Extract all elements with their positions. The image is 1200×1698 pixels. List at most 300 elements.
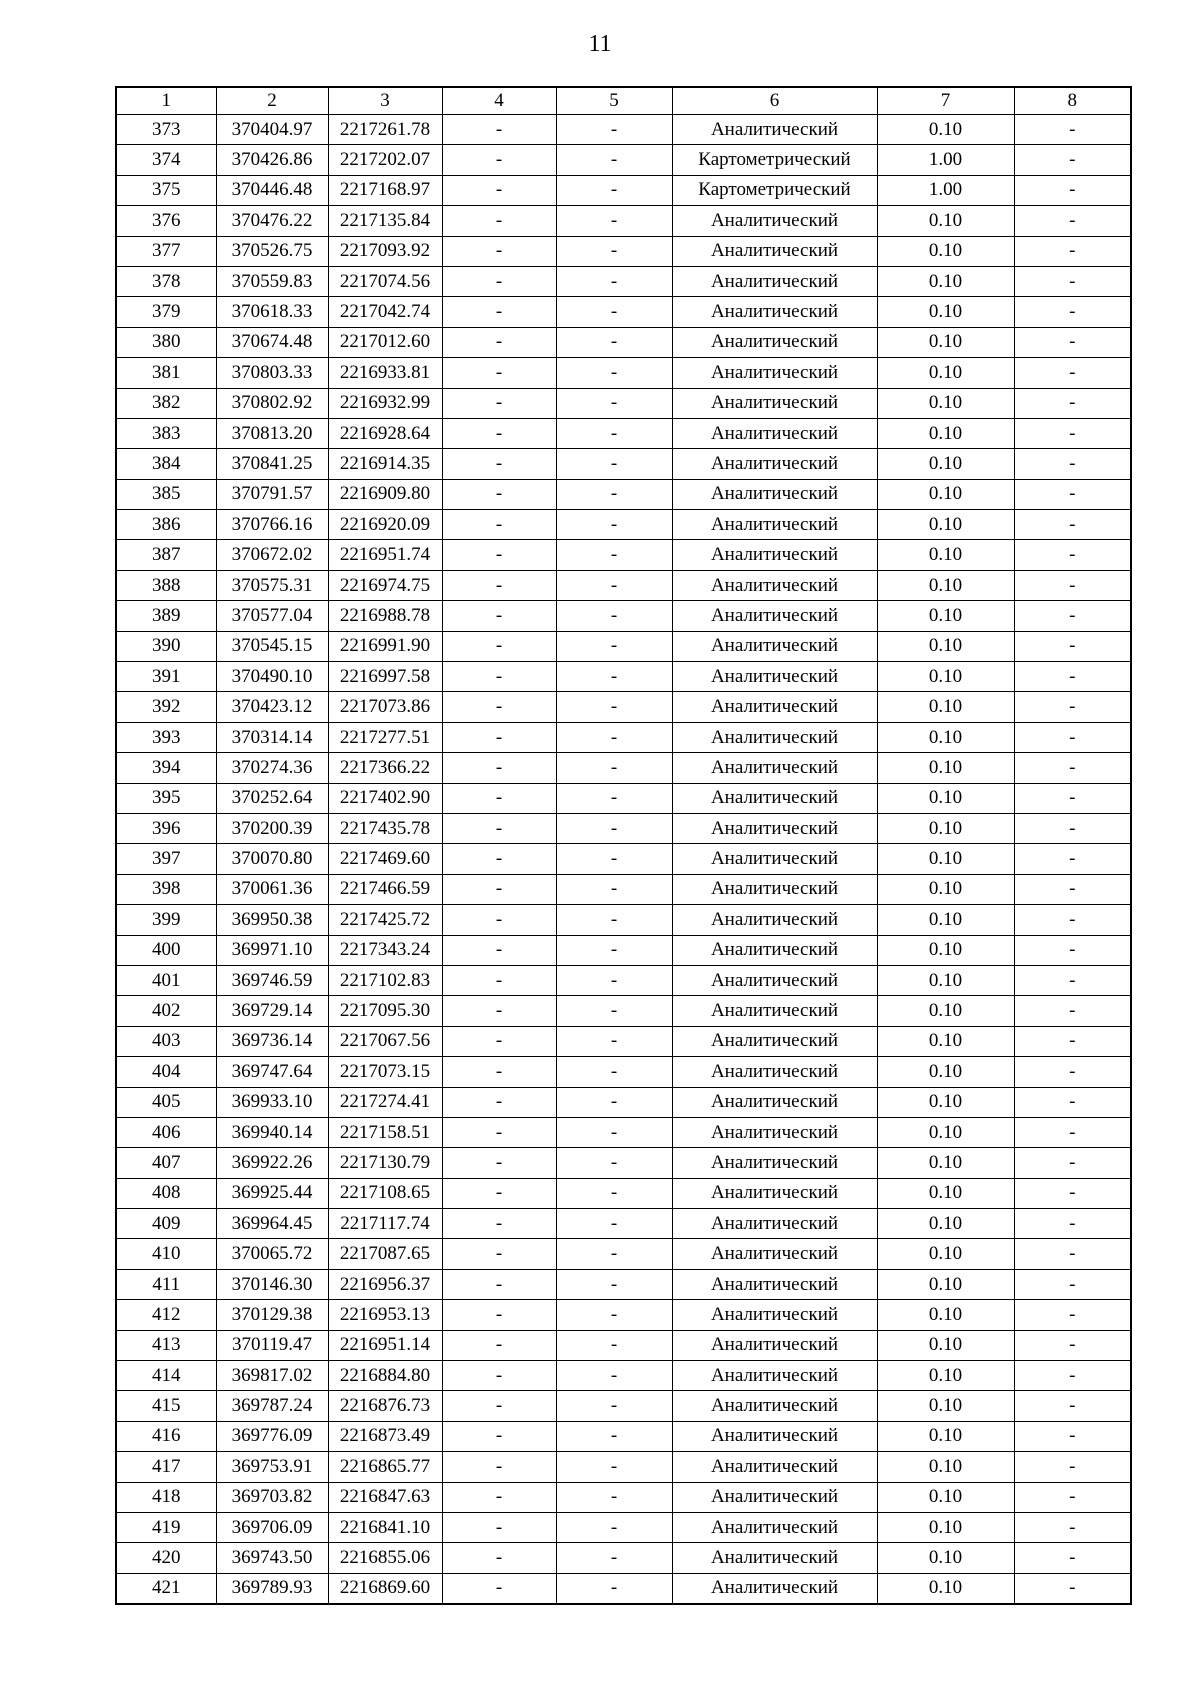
column-4-cell: - bbox=[442, 1482, 556, 1512]
column-4-cell: - bbox=[442, 145, 556, 175]
column-header: 7 bbox=[877, 87, 1014, 115]
point-number-cell: 382 bbox=[116, 388, 216, 418]
point-number-cell: 421 bbox=[116, 1573, 216, 1604]
column-8-cell: - bbox=[1014, 1209, 1131, 1239]
column-5-cell: - bbox=[556, 1512, 672, 1542]
x-coordinate-cell: 370252.64 bbox=[216, 783, 328, 813]
method-cell: Аналитический bbox=[672, 813, 877, 843]
column-5-cell: - bbox=[556, 844, 672, 874]
column-header: 5 bbox=[556, 87, 672, 115]
column-8-cell: - bbox=[1014, 965, 1131, 995]
point-number-cell: 409 bbox=[116, 1209, 216, 1239]
point-number-cell: 392 bbox=[116, 692, 216, 722]
table-row bbox=[116, 418, 1131, 448]
table-row bbox=[116, 813, 1131, 843]
method-cell: Аналитический bbox=[672, 935, 877, 965]
accuracy-cell: 0.10 bbox=[877, 783, 1014, 813]
column-8-cell: - bbox=[1014, 601, 1131, 631]
y-coordinate-cell: 2217274.41 bbox=[328, 1087, 442, 1117]
y-coordinate-cell: 2216988.78 bbox=[328, 601, 442, 631]
point-number-cell: 417 bbox=[116, 1452, 216, 1482]
column-8-cell: - bbox=[1014, 692, 1131, 722]
point-number-cell: 374 bbox=[116, 145, 216, 175]
y-coordinate-cell: 2217402.90 bbox=[328, 783, 442, 813]
column-5-cell: - bbox=[556, 692, 672, 722]
column-5-cell: - bbox=[556, 266, 672, 296]
x-coordinate-cell: 369787.24 bbox=[216, 1391, 328, 1421]
point-number-cell: 407 bbox=[116, 1148, 216, 1178]
x-coordinate-cell: 370314.14 bbox=[216, 722, 328, 752]
method-cell: Аналитический bbox=[672, 601, 877, 631]
y-coordinate-cell: 2216855.06 bbox=[328, 1543, 442, 1573]
column-8-cell: - bbox=[1014, 753, 1131, 783]
column-8-cell: - bbox=[1014, 662, 1131, 692]
point-number-cell: 377 bbox=[116, 236, 216, 266]
accuracy-cell: 0.10 bbox=[877, 844, 1014, 874]
y-coordinate-cell: 2217168.97 bbox=[328, 175, 442, 205]
point-number-cell: 375 bbox=[116, 175, 216, 205]
method-cell: Аналитический bbox=[672, 479, 877, 509]
x-coordinate-cell: 370426.86 bbox=[216, 145, 328, 175]
point-number-cell: 385 bbox=[116, 479, 216, 509]
column-5-cell: - bbox=[556, 874, 672, 904]
column-5-cell: - bbox=[556, 813, 672, 843]
column-4-cell: - bbox=[442, 236, 556, 266]
coordinates-table bbox=[115, 86, 1132, 1605]
y-coordinate-cell: 2217366.22 bbox=[328, 753, 442, 783]
table-row bbox=[116, 449, 1131, 479]
table-row bbox=[116, 1543, 1131, 1573]
method-cell: Аналитический bbox=[672, 388, 877, 418]
method-cell: Аналитический bbox=[672, 1330, 877, 1360]
accuracy-cell: 0.10 bbox=[877, 1269, 1014, 1299]
table-row bbox=[116, 206, 1131, 236]
column-header: 4 bbox=[442, 87, 556, 115]
accuracy-cell: 0.10 bbox=[877, 722, 1014, 752]
table-row bbox=[116, 1482, 1131, 1512]
y-coordinate-cell: 2216933.81 bbox=[328, 358, 442, 388]
table-row bbox=[116, 1117, 1131, 1147]
point-number-cell: 402 bbox=[116, 996, 216, 1026]
column-4-cell: - bbox=[442, 753, 556, 783]
column-8-cell: - bbox=[1014, 1117, 1131, 1147]
column-5-cell: - bbox=[556, 1330, 672, 1360]
accuracy-cell: 0.10 bbox=[877, 1573, 1014, 1604]
table-row bbox=[116, 1239, 1131, 1269]
column-8-cell: - bbox=[1014, 479, 1131, 509]
point-number-cell: 380 bbox=[116, 327, 216, 357]
accuracy-cell: 0.10 bbox=[877, 874, 1014, 904]
point-number-cell: 373 bbox=[116, 115, 216, 145]
method-cell: Аналитический bbox=[672, 1452, 877, 1482]
accuracy-cell: 0.10 bbox=[877, 1421, 1014, 1451]
table-row bbox=[116, 1421, 1131, 1451]
y-coordinate-cell: 2216920.09 bbox=[328, 510, 442, 540]
x-coordinate-cell: 370423.12 bbox=[216, 692, 328, 722]
column-8-cell: - bbox=[1014, 1452, 1131, 1482]
column-8-cell: - bbox=[1014, 1057, 1131, 1087]
accuracy-cell: 0.10 bbox=[877, 935, 1014, 965]
y-coordinate-cell: 2216991.90 bbox=[328, 631, 442, 661]
y-coordinate-cell: 2216974.75 bbox=[328, 570, 442, 600]
y-coordinate-cell: 2217343.24 bbox=[328, 935, 442, 965]
column-5-cell: - bbox=[556, 1543, 672, 1573]
point-number-cell: 413 bbox=[116, 1330, 216, 1360]
column-4-cell: - bbox=[442, 1209, 556, 1239]
method-cell: Аналитический bbox=[672, 570, 877, 600]
accuracy-cell: 0.10 bbox=[877, 418, 1014, 448]
y-coordinate-cell: 2217425.72 bbox=[328, 905, 442, 935]
column-4-cell: - bbox=[442, 1117, 556, 1147]
x-coordinate-cell: 369933.10 bbox=[216, 1087, 328, 1117]
column-8-cell: - bbox=[1014, 1543, 1131, 1573]
x-coordinate-cell: 370274.36 bbox=[216, 753, 328, 783]
y-coordinate-cell: 2216932.99 bbox=[328, 388, 442, 418]
accuracy-cell: 1.00 bbox=[877, 145, 1014, 175]
point-number-cell: 376 bbox=[116, 206, 216, 236]
table-row bbox=[116, 540, 1131, 570]
point-number-cell: 386 bbox=[116, 510, 216, 540]
accuracy-cell: 0.10 bbox=[877, 1239, 1014, 1269]
table-row bbox=[116, 570, 1131, 600]
column-4-cell: - bbox=[442, 935, 556, 965]
column-4-cell: - bbox=[442, 358, 556, 388]
y-coordinate-cell: 2217073.86 bbox=[328, 692, 442, 722]
table-row bbox=[116, 115, 1131, 145]
x-coordinate-cell: 369743.50 bbox=[216, 1543, 328, 1573]
point-number-cell: 416 bbox=[116, 1421, 216, 1451]
column-8-cell: - bbox=[1014, 449, 1131, 479]
accuracy-cell: 0.10 bbox=[877, 266, 1014, 296]
accuracy-cell: 0.10 bbox=[877, 236, 1014, 266]
point-number-cell: 395 bbox=[116, 783, 216, 813]
column-4-cell: - bbox=[442, 510, 556, 540]
accuracy-cell: 0.10 bbox=[877, 540, 1014, 570]
table-row bbox=[116, 1178, 1131, 1208]
column-5-cell: - bbox=[556, 297, 672, 327]
column-8-cell: - bbox=[1014, 1391, 1131, 1421]
column-5-cell: - bbox=[556, 1391, 672, 1421]
column-5-cell: - bbox=[556, 753, 672, 783]
x-coordinate-cell: 369964.45 bbox=[216, 1209, 328, 1239]
column-5-cell: - bbox=[556, 1573, 672, 1604]
y-coordinate-cell: 2217042.74 bbox=[328, 297, 442, 327]
method-cell: Аналитический bbox=[672, 662, 877, 692]
table-body bbox=[116, 115, 1131, 1605]
method-cell: Аналитический bbox=[672, 1026, 877, 1056]
y-coordinate-cell: 2216884.80 bbox=[328, 1361, 442, 1391]
y-coordinate-cell: 2216869.60 bbox=[328, 1573, 442, 1604]
point-number-cell: 399 bbox=[116, 905, 216, 935]
x-coordinate-cell: 370813.20 bbox=[216, 418, 328, 448]
method-cell: Аналитический bbox=[672, 1543, 877, 1573]
x-coordinate-cell: 369753.91 bbox=[216, 1452, 328, 1482]
table-row bbox=[116, 1300, 1131, 1330]
method-cell: Аналитический bbox=[672, 1421, 877, 1451]
column-5-cell: - bbox=[556, 1300, 672, 1330]
column-4-cell: - bbox=[442, 662, 556, 692]
column-8-cell: - bbox=[1014, 783, 1131, 813]
x-coordinate-cell: 369736.14 bbox=[216, 1026, 328, 1056]
column-5-cell: - bbox=[556, 722, 672, 752]
accuracy-cell: 0.10 bbox=[877, 206, 1014, 236]
column-4-cell: - bbox=[442, 1543, 556, 1573]
x-coordinate-cell: 369776.09 bbox=[216, 1421, 328, 1451]
x-coordinate-cell: 369706.09 bbox=[216, 1512, 328, 1542]
y-coordinate-cell: 2216951.14 bbox=[328, 1330, 442, 1360]
column-4-cell: - bbox=[442, 1573, 556, 1604]
column-5-cell: - bbox=[556, 965, 672, 995]
column-5-cell: - bbox=[556, 1117, 672, 1147]
column-5-cell: - bbox=[556, 1057, 672, 1087]
accuracy-cell: 0.10 bbox=[877, 753, 1014, 783]
method-cell: Аналитический bbox=[672, 844, 877, 874]
method-cell: Аналитический bbox=[672, 1269, 877, 1299]
table-row bbox=[116, 388, 1131, 418]
accuracy-cell: 0.10 bbox=[877, 449, 1014, 479]
column-4-cell: - bbox=[442, 905, 556, 935]
y-coordinate-cell: 2216928.64 bbox=[328, 418, 442, 448]
x-coordinate-cell: 369922.26 bbox=[216, 1148, 328, 1178]
x-coordinate-cell: 370119.47 bbox=[216, 1330, 328, 1360]
column-8-cell: - bbox=[1014, 540, 1131, 570]
column-5-cell: - bbox=[556, 358, 672, 388]
point-number-cell: 412 bbox=[116, 1300, 216, 1330]
column-8-cell: - bbox=[1014, 145, 1131, 175]
accuracy-cell: 0.10 bbox=[877, 1330, 1014, 1360]
table-row bbox=[116, 935, 1131, 965]
column-4-cell: - bbox=[442, 631, 556, 661]
method-cell: Аналитический bbox=[672, 1209, 877, 1239]
accuracy-cell: 1.00 bbox=[877, 175, 1014, 205]
x-coordinate-cell: 370766.16 bbox=[216, 510, 328, 540]
table-row bbox=[116, 297, 1131, 327]
method-cell: Аналитический bbox=[672, 206, 877, 236]
x-coordinate-cell: 369729.14 bbox=[216, 996, 328, 1026]
column-5-cell: - bbox=[556, 175, 672, 205]
column-4-cell: - bbox=[442, 206, 556, 236]
accuracy-cell: 0.10 bbox=[877, 1300, 1014, 1330]
column-4-cell: - bbox=[442, 1391, 556, 1421]
column-8-cell: - bbox=[1014, 1178, 1131, 1208]
column-4-cell: - bbox=[442, 692, 556, 722]
column-4-cell: - bbox=[442, 1452, 556, 1482]
column-header: 3 bbox=[328, 87, 442, 115]
x-coordinate-cell: 370490.10 bbox=[216, 662, 328, 692]
accuracy-cell: 0.10 bbox=[877, 631, 1014, 661]
accuracy-cell: 0.10 bbox=[877, 1026, 1014, 1056]
method-cell: Картометрический bbox=[672, 145, 877, 175]
column-4-cell: - bbox=[442, 1026, 556, 1056]
point-number-cell: 393 bbox=[116, 722, 216, 752]
point-number-cell: 403 bbox=[116, 1026, 216, 1056]
x-coordinate-cell: 369703.82 bbox=[216, 1482, 328, 1512]
column-4-cell: - bbox=[442, 1057, 556, 1087]
column-4-cell: - bbox=[442, 570, 556, 600]
y-coordinate-cell: 2217466.59 bbox=[328, 874, 442, 904]
point-number-cell: 379 bbox=[116, 297, 216, 327]
column-5-cell: - bbox=[556, 1452, 672, 1482]
column-header: 8 bbox=[1014, 87, 1131, 115]
column-5-cell: - bbox=[556, 631, 672, 661]
column-8-cell: - bbox=[1014, 1087, 1131, 1117]
column-5-cell: - bbox=[556, 1209, 672, 1239]
column-5-cell: - bbox=[556, 996, 672, 1026]
point-number-cell: 418 bbox=[116, 1482, 216, 1512]
column-4-cell: - bbox=[442, 1300, 556, 1330]
y-coordinate-cell: 2216873.49 bbox=[328, 1421, 442, 1451]
table-row bbox=[116, 236, 1131, 266]
point-number-cell: 390 bbox=[116, 631, 216, 661]
column-8-cell: - bbox=[1014, 935, 1131, 965]
point-number-cell: 381 bbox=[116, 358, 216, 388]
accuracy-cell: 0.10 bbox=[877, 297, 1014, 327]
column-5-cell: - bbox=[556, 1026, 672, 1056]
method-cell: Аналитический bbox=[672, 996, 877, 1026]
y-coordinate-cell: 2216865.77 bbox=[328, 1452, 442, 1482]
table-row bbox=[116, 1026, 1131, 1056]
method-cell: Аналитический bbox=[672, 1361, 877, 1391]
column-8-cell: - bbox=[1014, 1330, 1131, 1360]
column-5-cell: - bbox=[556, 1361, 672, 1391]
y-coordinate-cell: 2217158.51 bbox=[328, 1117, 442, 1147]
column-4-cell: - bbox=[442, 449, 556, 479]
table-row bbox=[116, 601, 1131, 631]
column-4-cell: - bbox=[442, 813, 556, 843]
accuracy-cell: 0.10 bbox=[877, 358, 1014, 388]
method-cell: Аналитический bbox=[672, 753, 877, 783]
point-number-cell: 391 bbox=[116, 662, 216, 692]
point-number-cell: 394 bbox=[116, 753, 216, 783]
method-cell: Аналитический bbox=[672, 1573, 877, 1604]
table-row bbox=[116, 1361, 1131, 1391]
column-5-cell: - bbox=[556, 935, 672, 965]
method-cell: Аналитический bbox=[672, 115, 877, 145]
x-coordinate-cell: 370404.97 bbox=[216, 115, 328, 145]
method-cell: Аналитический bbox=[672, 905, 877, 935]
x-coordinate-cell: 370129.38 bbox=[216, 1300, 328, 1330]
table-row bbox=[116, 783, 1131, 813]
x-coordinate-cell: 369817.02 bbox=[216, 1361, 328, 1391]
y-coordinate-cell: 2217012.60 bbox=[328, 327, 442, 357]
column-5-cell: - bbox=[556, 418, 672, 448]
column-5-cell: - bbox=[556, 206, 672, 236]
point-number-cell: 419 bbox=[116, 1512, 216, 1542]
column-8-cell: - bbox=[1014, 388, 1131, 418]
x-coordinate-cell: 370841.25 bbox=[216, 449, 328, 479]
point-number-cell: 389 bbox=[116, 601, 216, 631]
column-5-cell: - bbox=[556, 570, 672, 600]
column-8-cell: - bbox=[1014, 722, 1131, 752]
table-row bbox=[116, 692, 1131, 722]
table-row bbox=[116, 722, 1131, 752]
column-header: 2 bbox=[216, 87, 328, 115]
point-number-cell: 396 bbox=[116, 813, 216, 843]
table-row bbox=[116, 1391, 1131, 1421]
column-8-cell: - bbox=[1014, 175, 1131, 205]
column-4-cell: - bbox=[442, 1361, 556, 1391]
table-row bbox=[116, 1573, 1131, 1604]
table-row bbox=[116, 996, 1131, 1026]
y-coordinate-cell: 2216997.58 bbox=[328, 662, 442, 692]
accuracy-cell: 0.10 bbox=[877, 388, 1014, 418]
point-number-cell: 383 bbox=[116, 418, 216, 448]
table-row bbox=[116, 662, 1131, 692]
y-coordinate-cell: 2216847.63 bbox=[328, 1482, 442, 1512]
column-8-cell: - bbox=[1014, 570, 1131, 600]
x-coordinate-cell: 370672.02 bbox=[216, 540, 328, 570]
table-row bbox=[116, 1269, 1131, 1299]
x-coordinate-cell: 369925.44 bbox=[216, 1178, 328, 1208]
column-4-cell: - bbox=[442, 722, 556, 752]
table-row bbox=[116, 175, 1131, 205]
column-8-cell: - bbox=[1014, 1361, 1131, 1391]
x-coordinate-cell: 370526.75 bbox=[216, 236, 328, 266]
y-coordinate-cell: 2216876.73 bbox=[328, 1391, 442, 1421]
y-coordinate-cell: 2216956.37 bbox=[328, 1269, 442, 1299]
column-5-cell: - bbox=[556, 449, 672, 479]
column-8-cell: - bbox=[1014, 418, 1131, 448]
method-cell: Картометрический bbox=[672, 175, 877, 205]
point-number-cell: 400 bbox=[116, 935, 216, 965]
accuracy-cell: 0.10 bbox=[877, 1209, 1014, 1239]
y-coordinate-cell: 2217135.84 bbox=[328, 206, 442, 236]
column-8-cell: - bbox=[1014, 266, 1131, 296]
method-cell: Аналитический bbox=[672, 1178, 877, 1208]
method-cell: Аналитический bbox=[672, 418, 877, 448]
point-number-cell: 408 bbox=[116, 1178, 216, 1208]
table-row bbox=[116, 874, 1131, 904]
method-cell: Аналитический bbox=[672, 1482, 877, 1512]
column-4-cell: - bbox=[442, 115, 556, 145]
column-8-cell: - bbox=[1014, 1239, 1131, 1269]
method-cell: Аналитический bbox=[672, 874, 877, 904]
column-5-cell: - bbox=[556, 1421, 672, 1451]
column-5-cell: - bbox=[556, 1087, 672, 1117]
table-row bbox=[116, 1087, 1131, 1117]
point-number-cell: 420 bbox=[116, 1543, 216, 1573]
column-5-cell: - bbox=[556, 905, 672, 935]
point-number-cell: 384 bbox=[116, 449, 216, 479]
accuracy-cell: 0.10 bbox=[877, 1543, 1014, 1573]
method-cell: Аналитический bbox=[672, 1300, 877, 1330]
column-4-cell: - bbox=[442, 1148, 556, 1178]
column-4-cell: - bbox=[442, 874, 556, 904]
y-coordinate-cell: 2217469.60 bbox=[328, 844, 442, 874]
accuracy-cell: 0.10 bbox=[877, 1361, 1014, 1391]
table-row bbox=[116, 1330, 1131, 1360]
column-4-cell: - bbox=[442, 996, 556, 1026]
column-8-cell: - bbox=[1014, 1512, 1131, 1542]
column-8-cell: - bbox=[1014, 1269, 1131, 1299]
table-row bbox=[116, 327, 1131, 357]
method-cell: Аналитический bbox=[672, 540, 877, 570]
accuracy-cell: 0.10 bbox=[877, 662, 1014, 692]
accuracy-cell: 0.10 bbox=[877, 813, 1014, 843]
column-8-cell: - bbox=[1014, 905, 1131, 935]
y-coordinate-cell: 2217202.07 bbox=[328, 145, 442, 175]
method-cell: Аналитический bbox=[672, 1391, 877, 1421]
column-5-cell: - bbox=[556, 662, 672, 692]
column-5-cell: - bbox=[556, 1178, 672, 1208]
method-cell: Аналитический bbox=[672, 783, 877, 813]
y-coordinate-cell: 2217102.83 bbox=[328, 965, 442, 995]
column-8-cell: - bbox=[1014, 1300, 1131, 1330]
table-row bbox=[116, 844, 1131, 874]
column-header: 6 bbox=[672, 87, 877, 115]
column-5-cell: - bbox=[556, 510, 672, 540]
x-coordinate-cell: 370476.22 bbox=[216, 206, 328, 236]
